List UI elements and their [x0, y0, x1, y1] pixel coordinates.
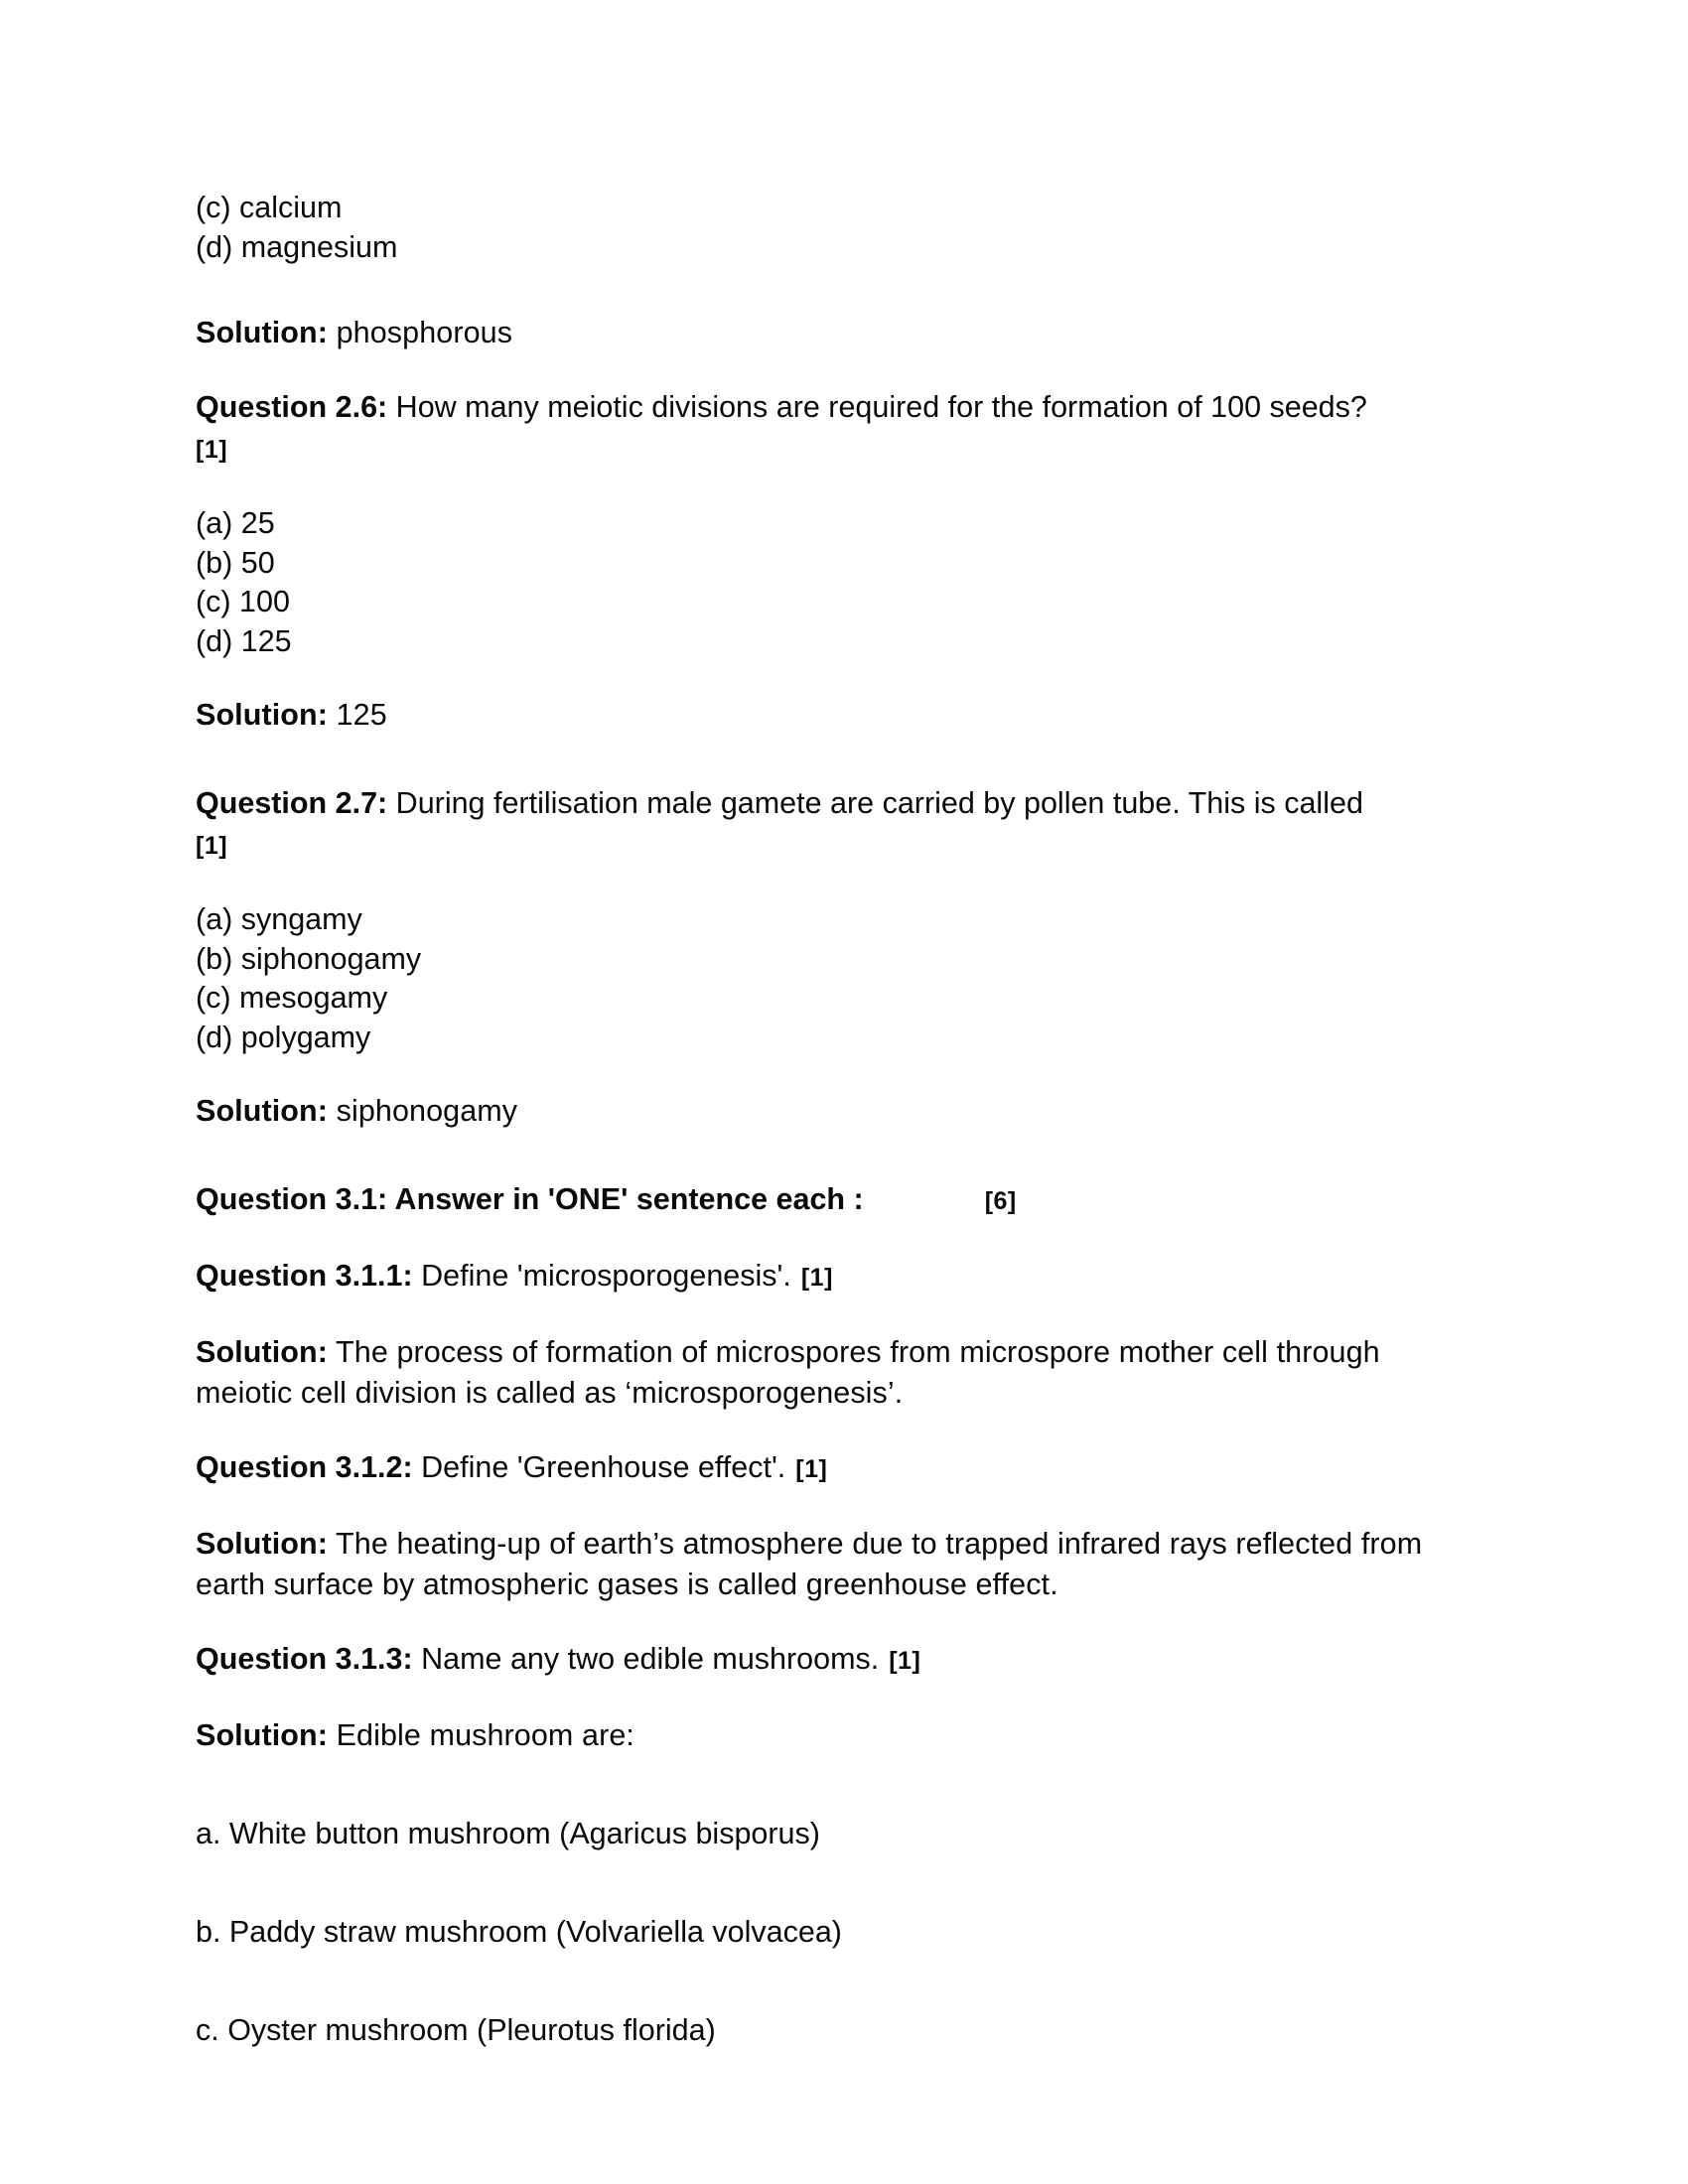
option-item: (c) calcium — [196, 191, 343, 224]
list-item: c. Oyster mushroom (Pleurotus florida) — [196, 2013, 716, 2047]
question-text: How many meiotic divisions are required for the formation of 100 seeds? — [387, 390, 1367, 424]
marks-badge: [6] — [984, 1187, 1017, 1215]
solution-label: Solution: — [196, 1718, 329, 1752]
option-item: (b) 50 — [196, 545, 275, 580]
option-item: (a) syngamy — [196, 902, 362, 936]
question-label: Question 2.7: — [196, 786, 388, 820]
solution-text: siphonogamy — [328, 1094, 518, 1128]
solution-text: The process of formation of microspores from microspore mother cell through meiotic cell division is called as ‘microsporogenesis’. — [196, 1335, 1380, 1410]
solution-3-1-3 — [196, 1715, 1457, 1756]
option-item: (a) 25 — [196, 506, 275, 540]
solution-2-7 — [196, 1091, 1457, 1132]
solution-text: phosphorous — [328, 316, 513, 349]
marks-badge: [1] — [196, 436, 228, 464]
solution-label: Solution: — [196, 698, 329, 732]
marks-badge: [1] — [795, 1455, 828, 1483]
question-text: Define 'microsporogenesis'. — [412, 1259, 791, 1293]
question-label: Question 3.1.1: — [196, 1259, 413, 1293]
solution-label: Solution: — [196, 316, 329, 349]
document-body — [196, 189, 1457, 2051]
solution-label: Solution: — [196, 1335, 329, 1369]
question-label: Question 3.1.3: — [196, 1642, 413, 1676]
solution-3-1-2 — [196, 1524, 1457, 1605]
question-3-1-1 — [196, 1256, 1457, 1298]
option-item: (c) mesogamy — [196, 981, 388, 1015]
list-item: a. White button mushroom (Agaricus bisporus) — [196, 1817, 820, 1850]
question-label: Question 2.6: — [196, 390, 388, 424]
question-text: Define 'Greenhouse effect'. — [412, 1450, 786, 1484]
option-list-2-6 — [196, 504, 1457, 661]
solution-label: Solution: — [196, 1527, 329, 1561]
solution-text: Edible mushroom are: — [328, 1718, 634, 1752]
option-list-2-5 — [196, 189, 1457, 267]
option-list-2-7 — [196, 900, 1457, 1057]
solution-2-6 — [196, 695, 1457, 736]
question-label: Question 3.1.2: — [196, 1450, 413, 1484]
option-item: (d) polygamy — [196, 1020, 371, 1054]
question-3-1-3 — [196, 1639, 1457, 1682]
option-item: (d) 125 — [196, 623, 292, 658]
option-item: (c) 100 — [196, 585, 290, 618]
solution-text: The heating-up of earth’s atmosphere due to trapped infrared rays reflected from earth surface by atmospheric gases is called greenhouse effect. — [196, 1527, 1423, 1601]
marks-badge: [1] — [196, 832, 228, 860]
question-text: Name any two edible mushrooms. — [412, 1642, 880, 1676]
question-label: Question 3.1: Answer in 'ONE' sentence each : — [196, 1182, 864, 1216]
list-item: b. Paddy straw mushroom (Volvariella volvacea) — [196, 1915, 842, 1949]
question-3-1 — [196, 1179, 1457, 1222]
option-item: (b) siphonogamy — [196, 941, 422, 976]
question-text: During fertilisation male gamete are carried by pollen tube. This is called — [387, 786, 1363, 820]
solution-label: Solution: — [196, 1094, 329, 1128]
solution-3-1-1 — [196, 1332, 1457, 1414]
question-2-7 — [196, 783, 1457, 867]
question-3-1-2 — [196, 1447, 1457, 1490]
solution-text: 125 — [328, 698, 387, 732]
question-2-6 — [196, 387, 1457, 471]
solution-2-5 — [196, 313, 1457, 353]
option-item: (d) magnesium — [196, 229, 398, 264]
marks-badge: [1] — [800, 1264, 833, 1292]
marks-badge: [1] — [889, 1647, 921, 1675]
